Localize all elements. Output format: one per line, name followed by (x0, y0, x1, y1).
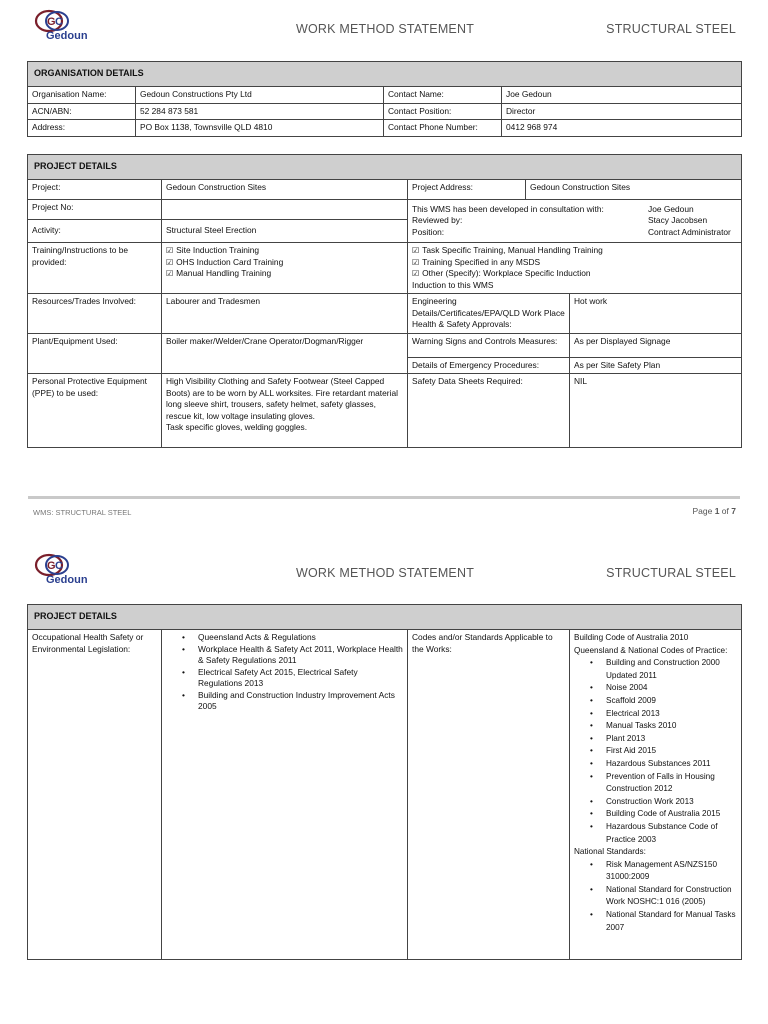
project-details-table-2 (27, 604, 742, 960)
svg-text:C: C (55, 560, 63, 572)
codes-list (570, 630, 742, 960)
table-row (28, 87, 742, 104)
field-label: Address: (28, 120, 136, 137)
table-row (28, 630, 742, 960)
field-label: Codes and/or Standards Applicable to the Works: (408, 630, 570, 960)
field-value: Joe Gedoun (502, 87, 742, 104)
list-item: • Queensland Acts & Regulations (182, 632, 403, 644)
training-list-right (408, 243, 742, 294)
field-label: Training/Instructions to be provided: (28, 243, 162, 294)
field-value: 0412 968 974 (502, 120, 742, 137)
position-label: Position: (412, 226, 445, 237)
page-prefix: Page (692, 506, 713, 516)
field-label: Organisation Name: (28, 87, 136, 104)
page-of: of (721, 506, 729, 516)
table-row (28, 243, 742, 294)
list-item: • Hazardous Substances 2011 (590, 758, 737, 771)
field-value: Structural Steel Erection (162, 220, 408, 243)
footer-doc-label: WMS: STRUCTURAL STEEL (33, 508, 132, 517)
doc-title: WORK METHOD STATEMENT (296, 566, 475, 580)
table-row (28, 374, 742, 448)
ppe-text: High Visibility Clothing and Safety Footwear (Steel Capped Boots) are to be worn by ALL worksites. Fire retardant material long sleeve shirt, trousers, safety helmet, safety glasses, rescue kit, low voltage insulating gloves. (166, 376, 398, 421)
codes-heading: Building Code of Australia 2010 (574, 633, 689, 642)
list-item: • Workplace Health & Safety Act 2011, Workplace Health & Safety Regulations 2011 (182, 644, 403, 667)
checked-item: ☑ Training Specified in any MSDS (412, 257, 737, 269)
field-value: Gedoun Constructions Pty Ltd (136, 87, 384, 104)
codes-heading: National Standards: (574, 847, 646, 857)
list-item: • Plant 2013 (590, 733, 737, 746)
list-item: • First Aid 2015 (590, 745, 737, 758)
table-row (28, 103, 742, 120)
list-item: • Prevention of Falls in Housing Construction 2012 (590, 771, 737, 796)
reviewed-value: Stacy Jacobsen (648, 215, 708, 226)
field-value: 52 284 873 581 (136, 103, 384, 120)
field-value: Gedoun Construction Sites (526, 180, 742, 200)
list-item: • Electrical 2013 (590, 708, 737, 721)
ppe-text-2: Task specific gloves, welding goggles. (166, 422, 308, 432)
field-label: Occupational Health Safety or Environmental Legislation: (28, 630, 162, 960)
consultation-value: Joe Gedoun (648, 203, 694, 214)
section-title: ORGANISATION DETAILS (28, 62, 742, 87)
table-row (28, 294, 742, 334)
svg-text:C: C (55, 16, 63, 28)
list-item: • Risk Management AS/NZS150 31000:2009 (590, 859, 737, 884)
list-item: • National Standard for Manual Tasks 2007 (590, 909, 737, 934)
field-label: Project Address: (408, 180, 526, 200)
field-label: Project No: (28, 200, 162, 220)
consultation-label: This WMS has been developed in consultation with: (412, 203, 604, 214)
codes-heading: Queensland & National Codes of Practice: (574, 645, 728, 655)
doc-subject: STRUCTURAL STEEL (606, 566, 736, 580)
list-item: • Noise 2004 (590, 682, 737, 695)
field-label: ACN/ABN: (28, 103, 136, 120)
field-label: Project: (28, 180, 162, 200)
consultation-cell (408, 200, 742, 243)
section-title: PROJECT DETAILS (28, 155, 742, 180)
training-list-left (162, 243, 408, 294)
gedoun-logo (33, 8, 105, 42)
table-row (28, 120, 742, 137)
doc-title: WORK METHOD STATEMENT (296, 22, 475, 36)
page-1 (0, 0, 768, 500)
list-item: • Manual Tasks 2010 (590, 720, 737, 733)
page-2 (0, 500, 768, 1024)
legislation-list (162, 630, 408, 960)
field-label: Contact Phone Number: (384, 120, 502, 137)
list-item: • Electrical Safety Act 2015, Electrical Safety Regulations 2013 (182, 667, 403, 690)
field-value: Gedoun Construction Sites (162, 180, 408, 200)
page-header (0, 8, 768, 48)
field-value: Director (502, 103, 742, 120)
field-label: Details of Emergency Procedures: (408, 357, 570, 374)
organisation-table (27, 61, 742, 137)
list-item: • Scaffold 2009 (590, 695, 737, 708)
list-item: • National Standard for Construction Work NOSHC:1 016 (2005) (590, 884, 737, 909)
field-value: Boiler maker/Welder/Crane Operator/Dogman/Rigger (162, 333, 408, 374)
project-details-table (27, 154, 742, 448)
field-value: As per Displayed Signage (570, 333, 742, 357)
svg-text:G: G (47, 560, 56, 572)
position-value: Contract Administrator (648, 226, 731, 237)
gedoun-logo (33, 552, 105, 586)
table-row (28, 200, 742, 220)
checked-item: ☑ Other (Specify): Workplace Specific Induction Induction to this WMS (412, 268, 612, 291)
field-label: Personal Protective Equipment (PPE) to be used: (28, 374, 162, 448)
field-value: Hot work (570, 294, 742, 334)
checked-item: ☑ Site Induction Training (166, 245, 403, 257)
table-row (28, 180, 742, 200)
field-value: NIL (570, 374, 742, 448)
field-value (162, 200, 408, 220)
list-item: • Hazardous Substance Code of Practice 2003 (590, 821, 737, 846)
table-row (28, 333, 742, 357)
section-title: PROJECT DETAILS (28, 605, 742, 630)
checked-item: ☑ Task Specific Training, Manual Handling Training (412, 245, 737, 257)
svg-text:Gedoun: Gedoun (46, 574, 88, 586)
svg-text:Gedoun: Gedoun (46, 30, 88, 42)
list-item: • Building and Construction 2000 Updated 2011 (590, 657, 737, 682)
page-current: 1 (714, 506, 720, 516)
field-value: PO Box 1138, Townsville QLD 4810 (136, 120, 384, 137)
checked-item: ☑ Manual Handling Training (166, 268, 403, 280)
field-label: Activity: (28, 220, 162, 243)
field-label: Engineering Details/Certificates/EPA/QLD Work Place Health & Safety Approvals: (408, 294, 570, 334)
reviewed-label: Reviewed by: (412, 215, 463, 226)
checked-item: ☑ OHS Induction Card Training (166, 257, 403, 269)
list-item: • Construction Work 2013 (590, 796, 737, 809)
page-divider (28, 496, 740, 499)
field-label: Contact Name: (384, 87, 502, 104)
field-label: Resources/Trades Involved: (28, 294, 162, 334)
list-item: • Building Code of Australia 2015 (590, 808, 737, 821)
field-label: Safety Data Sheets Required: (408, 374, 570, 448)
field-value: Labourer and Tradesmen (162, 294, 408, 334)
page-total: 7 (731, 506, 736, 516)
field-label: Contact Position: (384, 103, 502, 120)
ppe-value (162, 374, 408, 448)
field-label: Warning Signs and Controls Measures: (408, 333, 570, 357)
svg-text:G: G (47, 16, 56, 28)
field-value: As per Site Safety Plan (570, 357, 742, 374)
doc-subject: STRUCTURAL STEEL (606, 22, 736, 36)
list-item: • Building and Construction Industry Improvement Acts 2005 (182, 690, 403, 713)
field-label: Plant/Equipment Used: (28, 333, 162, 374)
page-header (0, 552, 768, 592)
